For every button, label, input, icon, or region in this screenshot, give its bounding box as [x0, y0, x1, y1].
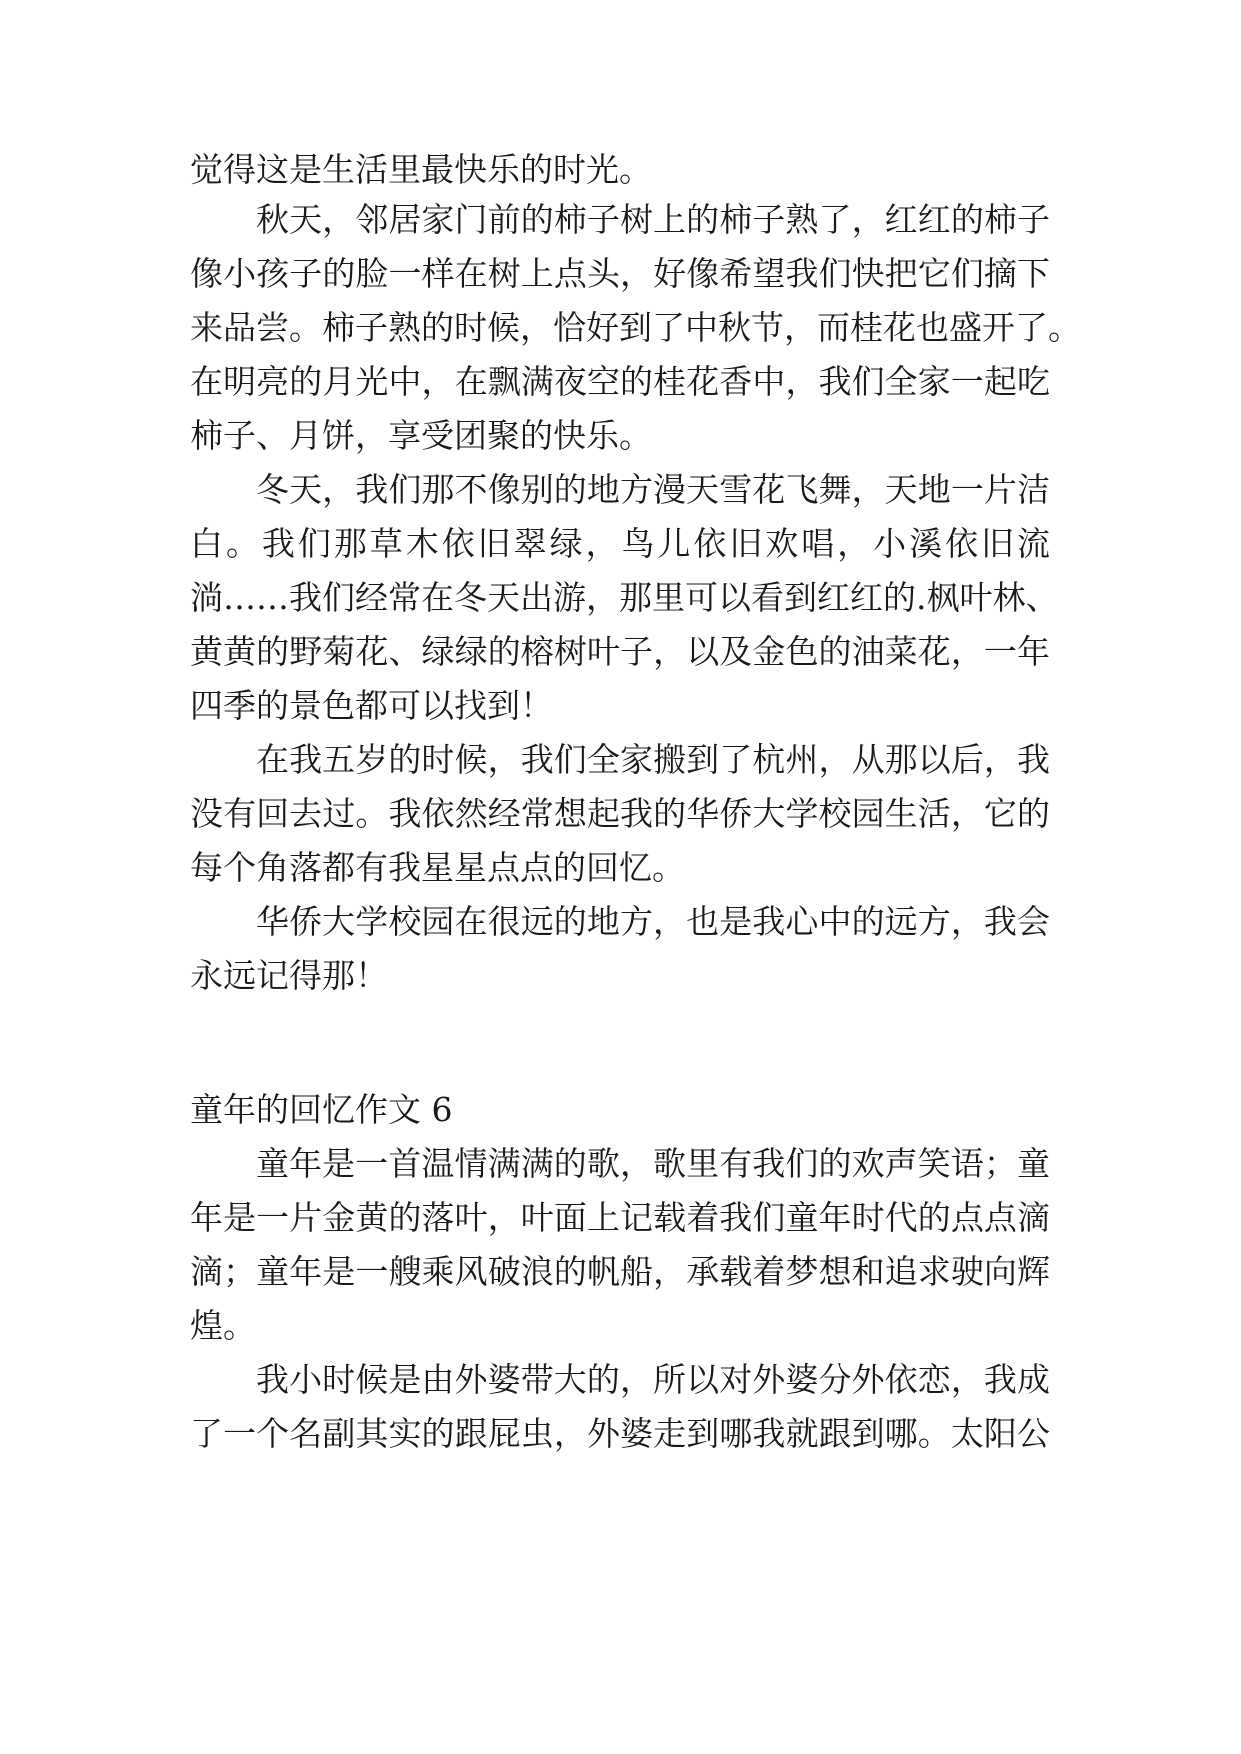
text-line: 黄黄的野菊花、绿绿的榕树叶子，以及金色的油菜花，一年 — [190, 632, 1050, 671]
text-line: 觉得这是生活里最快乐的时光。 — [190, 150, 652, 189]
text-line: 冬天，我们那不像别的地方漫天雪花飞舞，天地一片洁 — [256, 470, 1050, 509]
text-line: 滴；童年是一艘乘风破浪的帆船，承载着梦想和追求驶向辉 — [190, 1252, 1050, 1291]
text-line: 永远记得那！ — [190, 956, 388, 995]
text-line: 白。我们那草木依旧翠绿，鸟儿依旧欢唱，小溪依旧流 — [190, 524, 1050, 563]
text-line: 没有回去过。我依然经常想起我的华侨大学校园生活，它的 — [190, 794, 1050, 833]
text-line: 童年是一首温情满满的歌，歌里有我们的欢声笑语；童 — [256, 1144, 1050, 1183]
text-line: 了一个名副其实的跟屁虫，外婆走到哪我就跟到哪。太阳公 — [190, 1414, 1050, 1453]
text-line: 在明亮的月光中，在飘满夜空的桂花香中，我们全家一起吃 — [190, 362, 1050, 401]
text-line: 淌……我们经常在冬天出游，那里可以看到红红的.枫叶林、 — [190, 578, 1059, 617]
text-line: 年是一片金黄的落叶，叶面上记载着我们童年时代的点点滴 — [190, 1198, 1050, 1237]
text-line: 我小时候是由外婆带大的，所以对外婆分外依恋，我成 — [256, 1360, 1050, 1399]
text-line: 在我五岁的时候，我们全家搬到了杭州，从那以后，我 — [256, 740, 1050, 779]
section-heading: 童年的回忆作文 6 — [190, 1090, 453, 1129]
text-line: 像小孩子的脸一样在树上点头，好像希望我们快把它们摘下 — [190, 254, 1050, 293]
text-line: 四季的景色都可以找到！ — [190, 686, 553, 725]
text-line: 煌。 — [190, 1306, 256, 1345]
text-line: 秋天，邻居家门前的柿子树上的柿子熟了，红红的柿子 — [256, 200, 1050, 239]
text-line: 柿子、月饼，享受团聚的快乐。 — [190, 416, 652, 455]
text-line: 华侨大学校园在很远的地方，也是我心中的远方，我会 — [256, 902, 1050, 941]
text-line: 来品尝。柿子熟的时候，恰好到了中秋节，而桂花也盛开了。 — [190, 308, 1081, 347]
text-line: 每个角落都有我星星点点的回忆。 — [190, 848, 685, 887]
